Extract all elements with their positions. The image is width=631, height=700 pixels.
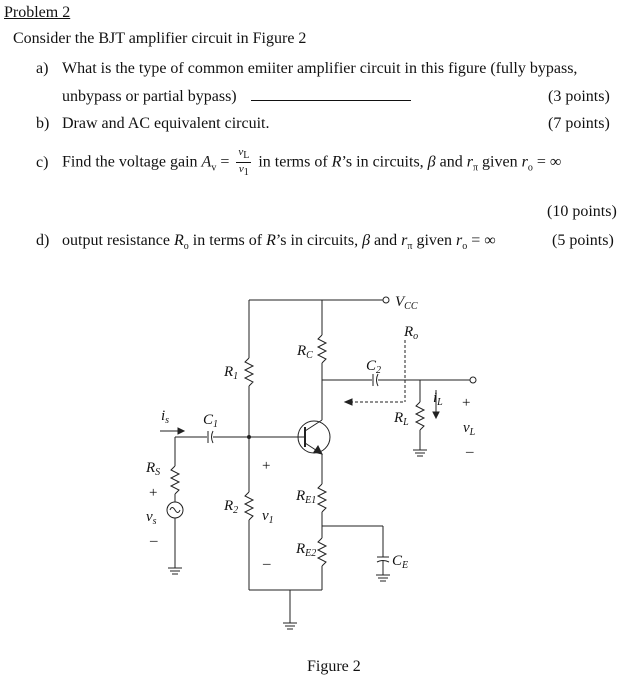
figure-caption: Figure 2	[307, 658, 361, 675]
r-pi-subscript: π	[472, 162, 479, 174]
beta-symbol: β	[362, 232, 371, 249]
question-d-text-before: output resistance	[62, 232, 170, 249]
r1-subscript: 1	[233, 371, 239, 382]
il-subscript: L	[437, 397, 443, 408]
output-resistance-symbol: R	[173, 232, 184, 249]
question-b-text: Draw and AC equivalent circuit.	[62, 115, 270, 132]
resistor-symbol: R	[266, 232, 276, 249]
question-d-text-after: ’s in circuits,	[275, 232, 359, 249]
ro-label	[403, 324, 418, 342]
r-o-symbol: r	[521, 153, 528, 171]
equals-sign: =	[220, 153, 230, 171]
base-junction-dot	[248, 436, 251, 439]
r2-symbol: R	[224, 498, 234, 514]
source-plus-sign: +	[149, 485, 158, 501]
fraction-denominator-subscript: 1	[243, 167, 249, 179]
r1-label	[223, 364, 238, 382]
re2-symbol: R	[296, 541, 306, 557]
r-pi-subscript: π	[407, 241, 413, 253]
source-minus-sign: –	[150, 533, 158, 549]
vl-subscript: L	[469, 427, 476, 438]
v1-symbol: v	[262, 508, 269, 524]
question-d-label: d)	[36, 232, 50, 249]
question-c-text-after: ’s in circuits,	[341, 153, 424, 171]
vl-label	[463, 420, 476, 438]
question-a-text-line2-text: unbypass or partial bypass)	[62, 88, 237, 105]
r-o-subscript: o	[462, 241, 468, 253]
is-label	[161, 408, 169, 426]
v1-minus-sign: –	[263, 556, 271, 572]
rl-label	[393, 410, 409, 428]
problem-intro: Consider the BJT amplifier circuit in Figure 2	[13, 30, 307, 47]
given-word: given	[482, 153, 518, 171]
resistor-symbol: R	[331, 153, 342, 171]
rc-subscript: C	[306, 350, 313, 361]
rs-symbol: R	[146, 460, 156, 476]
question-b-points: (7 points)	[548, 115, 610, 132]
re1-resistor	[318, 484, 326, 512]
emitter-arrow	[314, 446, 322, 454]
voltage-gain-subscript: v	[211, 162, 217, 174]
c1-plate-right	[212, 431, 214, 443]
v1-label	[262, 508, 274, 526]
r-o-symbol: r	[456, 232, 463, 249]
output-terminal	[470, 377, 476, 383]
output-plus-sign: +	[462, 395, 471, 411]
re1-subscript: E1	[305, 495, 317, 506]
question-d-points: (5 points)	[552, 232, 614, 249]
voltage-gain-symbol: A	[201, 153, 212, 171]
beta-symbol: β	[427, 153, 436, 171]
il-symbol: i	[433, 390, 438, 406]
r2-resistor	[245, 492, 253, 520]
infinity-condition: = ∞	[536, 153, 562, 171]
question-a-label: a)	[36, 60, 49, 77]
ce-subscript: E	[402, 560, 409, 571]
vl-symbol: v	[463, 420, 470, 436]
vs-symbol: v	[146, 509, 153, 525]
rs-subscript: S	[155, 467, 161, 478]
il-arrow-head	[433, 412, 439, 418]
ce-label	[392, 553, 408, 571]
r-o-subscript: o	[527, 162, 533, 174]
output-minus-sign: –	[466, 444, 474, 460]
vcc-subscript: CC	[404, 301, 418, 312]
r1-symbol: R	[224, 364, 234, 380]
question-b-label: b)	[36, 115, 50, 132]
source-sine-icon	[170, 508, 180, 513]
question-a-text-line1: What is the type of common emiiter amplifier circuit in this figure (fully bypass,	[62, 60, 578, 77]
r-pi-symbol: r	[466, 153, 473, 171]
rl-resistor	[416, 402, 424, 430]
ro-arrow-head	[345, 399, 352, 405]
il-label	[433, 390, 443, 408]
rs-resistor	[171, 466, 179, 494]
re2-label	[295, 541, 316, 559]
transistor-collector-lead	[305, 420, 322, 431]
rl-subscript: L	[403, 417, 409, 428]
c1-subscript: 1	[213, 419, 219, 430]
rs-label	[145, 460, 160, 478]
rc-label	[296, 343, 313, 361]
vs-label	[146, 509, 157, 527]
c2-label	[366, 358, 381, 376]
is-symbol: i	[161, 408, 166, 424]
question-d-text-mid: in terms of	[192, 232, 263, 249]
vcc-label	[395, 294, 418, 312]
ce-symbol: C	[392, 553, 403, 569]
c2-symbol: C	[366, 358, 377, 374]
fraction-denominator-symbol: v	[238, 163, 244, 176]
v1-subscript: 1	[268, 515, 274, 526]
question-c-text-mid: in terms of	[258, 153, 328, 171]
vcc-terminal	[383, 297, 389, 303]
c1-label	[203, 412, 218, 430]
question-c-points: (10 points)	[547, 203, 617, 220]
output-resistance-subscript: o	[183, 241, 189, 253]
is-subscript: s	[165, 415, 170, 426]
c1-symbol: C	[203, 412, 214, 428]
fraction-numerator-subscript: L	[243, 150, 250, 162]
question-c-text-before: Find the voltage gain	[62, 153, 198, 171]
re2-subscript: E2	[305, 548, 317, 559]
infinity-condition: = ∞	[471, 232, 496, 249]
rc-resistor	[318, 335, 326, 363]
rl-symbol: R	[394, 410, 404, 426]
ro-symbol: R	[404, 324, 414, 340]
is-arrow-head	[178, 428, 184, 434]
problem-title: Problem 2	[4, 4, 71, 21]
rc-symbol: R	[297, 343, 307, 359]
vcc-symbol: V	[395, 294, 405, 310]
r1-resistor	[245, 358, 253, 386]
re1-label	[295, 488, 316, 506]
v1-plus-sign: +	[262, 458, 271, 474]
question-c-label: c)	[36, 154, 49, 171]
re2-resistor	[318, 538, 326, 566]
r2-label	[223, 498, 238, 516]
r-pi-symbol: r	[401, 232, 408, 249]
question-a-points: (3 points)	[548, 88, 610, 105]
re1-symbol: R	[296, 488, 306, 504]
and-word: and	[374, 232, 398, 249]
given-word: given	[416, 232, 452, 249]
r2-subscript: 2	[233, 505, 239, 516]
fraction-numerator-symbol: v	[238, 146, 244, 158]
vs-subscript: s	[152, 516, 157, 527]
and-word: and	[439, 153, 463, 171]
c2-subscript: 2	[376, 365, 382, 376]
ro-subscript: o	[413, 331, 419, 342]
